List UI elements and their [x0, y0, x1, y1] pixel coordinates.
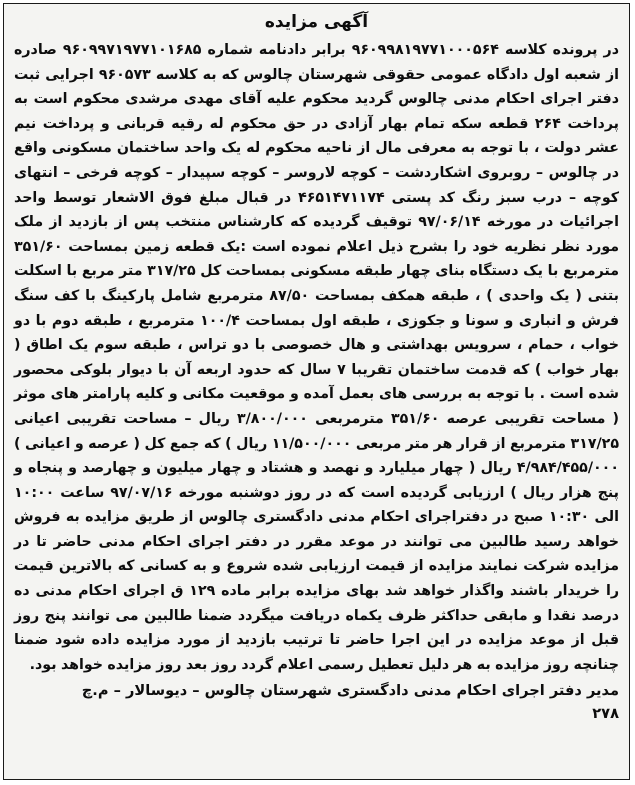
auction-notice: [3, 3, 630, 780]
notice-code: ۲۷۸: [592, 705, 619, 723]
title-row: [14, 12, 619, 32]
notice-title: آگهی مزایده: [264, 12, 369, 32]
notice-signature: مدیر دفتر اجرای احکام مدنی دادگستری شهرستان چالوس – دیوسالار – م.چ: [81, 682, 619, 700]
notice-body: در پرونده کلاسه ۹۶۰۹۹۸۱۹۷۷۱۰۰۰۵۶۴ برابر دادنامه شماره ۹۶۰۹۹۷۱۹۷۷۱۰۱۶۸۵ صادره از شعبه اول دادگاه عمومی حقوقی شهرستان چالوس که به کلاسه ۹۶۰۵۷۳ اجرایی ثبت دفتر اجرای احکام مدنی چالوس گردید محکوم علیه آقای مهدی مرشدی محکوم است به پرداخت ۲۶۴ قطعه سکه تمام بهار آزادی در حق محکوم له رقیه قربانی و پرداخت نیم عشر دولت ، با توجه به معرفی مال از ناحیه محکوم له یک واحد ساختمان مسکونی واقع در چالوس – روبروی اشکاردشت – کوچه لاروسر – کوچه سپیدار – کوچه فرخی – انتهای کوچه – درب سبز رنگ کد پستی ۴۶۵۱۴۷۱۱۷۴ در قبال مبلغ فوق الاشعار توسط واحد اجرائیات در مورخه ۹۷/۰۶/۱۴ توقیف گردیده که کارشناس منتخب پس از بازدید از ملک مورد نظر نظریه خود را بشرح ذیل اعلام نموده است :یک قطعه زمین بمساحت ۳۵۱/۶۰ مترمربع با یک دستگاه بنای چهار طبقه مسکونی بمساحت کل ۳۱۷/۲۵ متر مربع با اسکلت بتنی ( یک واحدی ) ، طبقه همکف بمساحت ۸۷/۵۰ مترمربع شامل پارکینگ با کف سنگ فرش و انباری و سونا و جکوزی ، طبقه اول بمساحت ۱۰۰/۴ مترمربع ، طبقه دوم با دو خواب ، حمام ، سرویس بهداشتی و هال خصوصی با دو تراس ، طبقه سوم یک اطاق ( بهار خواب ) که قدمت ساختمان تقریبا ۷ سال که حدود اربعه آن با دیوار بلوکی محصور شده است . با توجه به بررسی های بعمل آمده و موقعیت مکانی و کلیه پارامتر های موثر ( مساحت تقریبی عرصه ۳۵۱/۶۰ مترمربعی ۳/۸۰۰/۰۰۰ ریال – مساحت تقریبی اعیانی ۳۱۷/۲۵ مترمربع از قرار هر متر مربعی ۱۱/۵۰۰/۰۰۰ ریال ) که جمع کل ( عرصه و اعیانی ) ۴/۹۸۴/۴۵۵/۰۰۰ ریال ( چهار میلیارد و نهصد و هشتاد و چهار میلیون و چهارصد و پنجاه و پنج هزار ریال ) ارزیابی گردیده است که در روز دوشنبه مورخه ۹۷/۰۷/۱۶ ساعت ۱۰:۰۰ الی ۱۰:۳۰ صبح در دفتراجرای احکام مدنی دادگستری چالوس از طریق مزایده به فروش خواهد رسید طالبین می توانند در موعد مقرر در دفتر اجرای احکام مدنی حاضر تا در مزایده شرکت نمایند مزایده از قیمت ارزیابی شده شروع و به کسانی که بالاترین قیمت را خریدار باشند واگذار خواهد شد بهای مزایده برابر ماده ۱۲۹ ق اجرای احکام مدنی ده درصد نقدا و مابقی حداکثر ظرف یکماه دریافت میگردد ضمنا طالبین می توانند پنج روز قبل از موعد مزایده در این اجرا حاضر تا ترتیب بازدید از مورد مزایده داده شود ضمنا چنانچه روز مزایده به هر دلیل تعطیل رسمی اعلام گردد روز بعد روز مزایده خواهد بود.: [14, 42, 620, 673]
